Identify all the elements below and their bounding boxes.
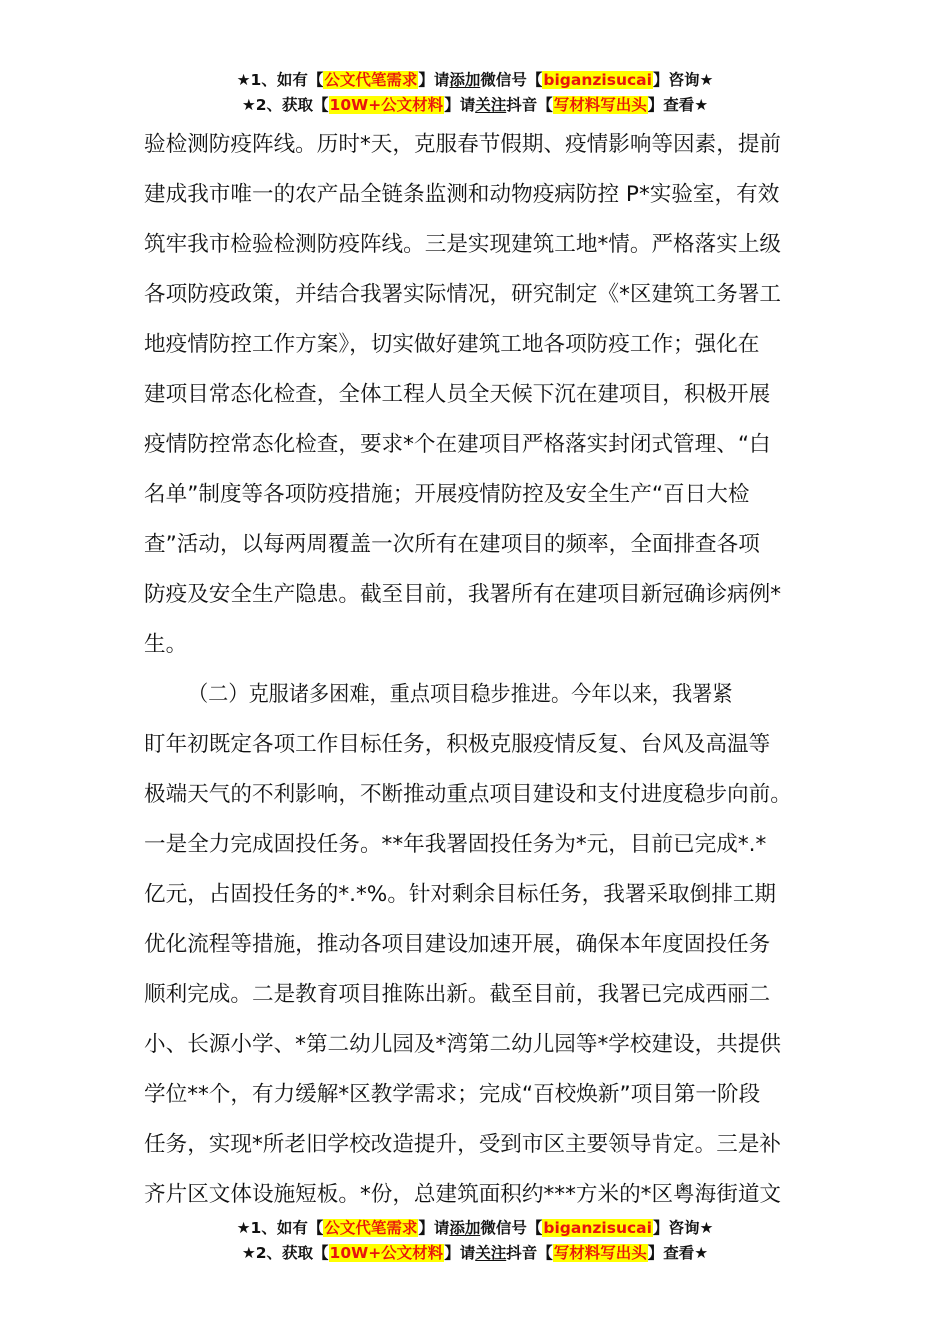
banner-text: 】请: [444, 1244, 476, 1262]
banner-text: 】请: [418, 1219, 450, 1237]
banner-underlined-text: 添加: [449, 71, 481, 89]
text-line: 任务，实现*所老旧学校改造提升，受到市区主要领导肯定。三是补: [144, 1132, 782, 1157]
highlight-wechat-id: biganzisucai: [543, 1219, 652, 1237]
text-line: 建项目常态化检查，全体工程人员全天候下沉在建项目，积极开展: [144, 382, 771, 407]
text-line: 各项防疫政策，并结合我署实际情况，研究制定《*区建筑工务署工: [144, 282, 782, 307]
banner-line-2: [0, 93, 950, 118]
banner-text: 】请: [418, 71, 450, 89]
text-line: 名单”制度等各项防疫措施；开展疫情防控及安全生产“百日大检: [144, 482, 750, 507]
banner-text: ★1、如有【: [236, 1219, 324, 1237]
banner-line-1: [0, 68, 950, 93]
text-line: 地疫情防控工作方案》，切实做好建筑工地各项防疫工作；强化在: [144, 332, 760, 357]
highlight-materials: 10W+公文材料: [329, 1244, 444, 1262]
text-line: 生。: [144, 632, 188, 657]
banner-text: 】咨询★: [652, 71, 714, 89]
banner-text: ★2、获取【: [241, 1244, 329, 1262]
highlight-materials: 10W+公文材料: [329, 96, 444, 114]
highlight-wechat-id: biganzisucai: [543, 71, 652, 89]
section-heading-line: （二）克服诸多困难，重点项目稳步推进。今年以来，我署紧: [188, 682, 733, 707]
banner-line-1: [0, 1216, 950, 1241]
banner-text: 】咨询★: [652, 1219, 714, 1237]
banner-text: ★1、如有【: [236, 71, 324, 89]
banner-text: 抖音【: [506, 1244, 553, 1262]
banner-underlined-text: 添加: [449, 1219, 481, 1237]
banner-line-2: [0, 1241, 950, 1266]
text-line: 验检测防疫阵线。历时*天，克服春节假期、疫情影响等因素，提前: [144, 132, 782, 157]
text-line: 优化流程等措施，推动各项目建设加速开展，确保本年度固投任务: [144, 932, 771, 957]
highlight-ghostwriting: 公文代笔需求: [324, 1219, 418, 1237]
text-line: 极端天气的不利影响，不断推动重点项目建设和支付进度稳步向前。: [144, 782, 792, 807]
banner-text: 抖音【: [506, 96, 553, 114]
banner-text: 】查看★: [647, 96, 709, 114]
text-line: 查”活动，以每两周覆盖一次所有在建项目的频率，全面排查各项: [144, 532, 760, 557]
banner-text: ★2、获取【: [241, 96, 329, 114]
banner-text: 微信号【: [480, 71, 543, 89]
text-line: 盯年初既定各项工作目标任务，积极克服疫情反复、台风及高温等: [144, 732, 771, 757]
text-line: 学位**个，有力缓解*区教学需求；完成“百校焕新”项目第一阶段: [144, 1082, 761, 1107]
highlight-ghostwriting: 公文代笔需求: [324, 71, 418, 89]
text-line: 亿元，占固投任务的*.*%。针对剩余目标任务，我署采取倒排工期: [144, 882, 777, 907]
text-line: 顺利完成。二是教育项目推陈出新。截至目前，我署已完成西丽二: [144, 982, 771, 1007]
banner-text: 】请: [444, 96, 476, 114]
banner-text: 微信号【: [480, 1219, 543, 1237]
highlight-douyin-account: 写材料写出头: [553, 1244, 647, 1262]
text-line: 齐片区文体设施短板。*份，总建筑面积约***方米的*区粤海街道文: [144, 1182, 782, 1207]
text-line: 筑牢我市检验检测防疫阵线。三是实现建筑工地*情。严格落实上级: [144, 232, 782, 257]
text-line: 一是全力完成固投任务。**年我署固投任务为*元，目前已完成*.*: [144, 832, 767, 857]
text-line: 建成我市唯一的农产品全链条监测和动物疫病防控 P*实验室，有效: [144, 182, 780, 207]
text-line: 防疫及安全生产隐患。截至目前，我署所有在建项目新冠确诊病例*: [144, 582, 782, 607]
banner-underlined-text: 关注: [475, 1244, 507, 1262]
text-line: 疫情防控常态化检查，要求*个在建项目严格落实封闭式管理、“白: [144, 432, 771, 457]
banner-text: 】查看★: [647, 1244, 709, 1262]
highlight-douyin-account: 写材料写出头: [553, 96, 647, 114]
text-line: 小、长源小学、*第二幼儿园及*湾第二幼儿园等*学校建设，共提供: [144, 1032, 782, 1057]
footer-banner: [0, 1216, 950, 1266]
header-banner: [0, 68, 950, 118]
banner-underlined-text: 关注: [475, 96, 507, 114]
